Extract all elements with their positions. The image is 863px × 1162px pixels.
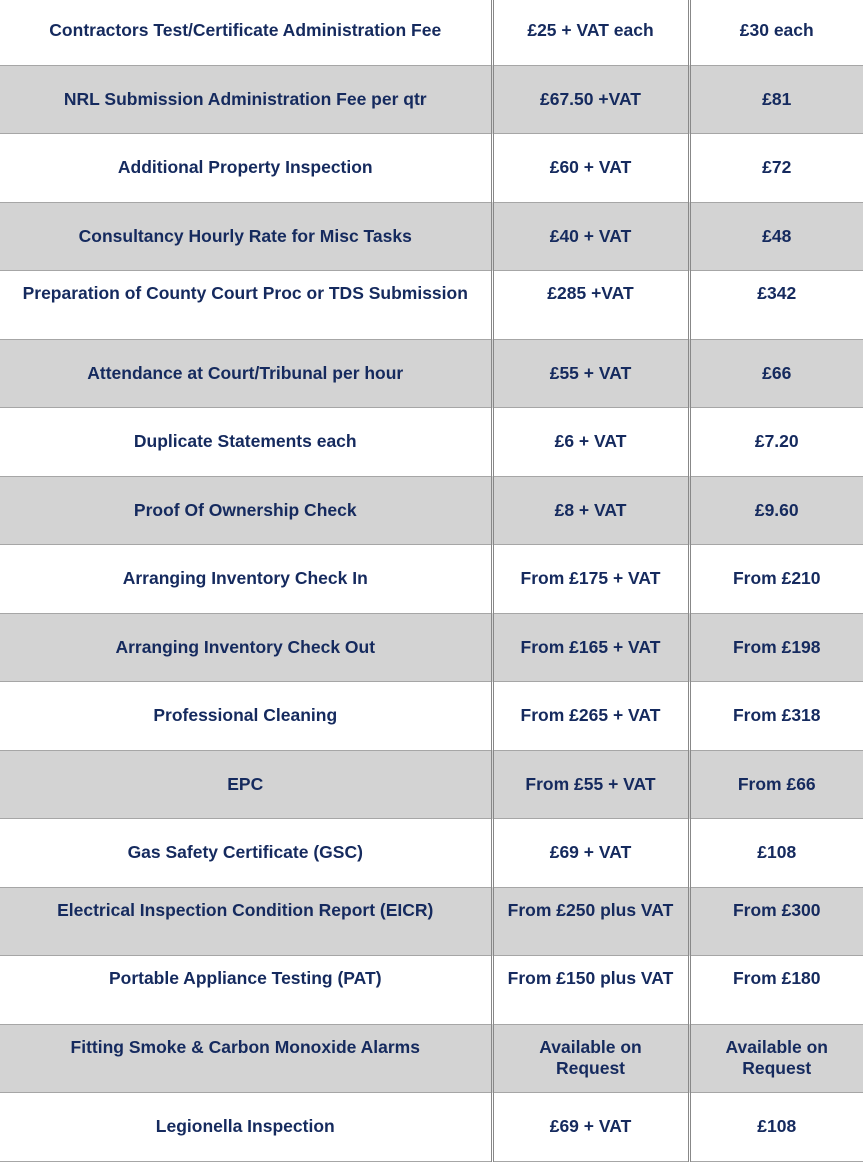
price-inc-vat-cell: £108 <box>689 819 863 888</box>
table-row <box>0 1093 863 1162</box>
price-inc-vat-cell: From £198 <box>689 613 863 682</box>
table-row <box>0 65 863 134</box>
price-inc-vat-cell: From £300 <box>689 887 863 956</box>
price-ex-vat-cell: From £150 plus VAT <box>492 956 689 1025</box>
table-row <box>0 887 863 956</box>
table-row <box>0 956 863 1025</box>
service-cell: Proof Of Ownership Check <box>0 476 492 545</box>
service-cell: NRL Submission Administration Fee per qtr <box>0 65 492 134</box>
price-inc-vat-cell: From £180 <box>689 956 863 1025</box>
price-ex-vat-cell: £60 + VAT <box>492 134 689 203</box>
service-cell: Electrical Inspection Condition Report (EICR) <box>0 887 492 956</box>
price-ex-vat-cell: £69 + VAT <box>492 819 689 888</box>
table-row <box>0 750 863 819</box>
price-inc-vat-cell: From £318 <box>689 682 863 751</box>
table-row <box>0 408 863 477</box>
price-inc-vat-cell: £7.20 <box>689 408 863 477</box>
service-cell: Duplicate Statements each <box>0 408 492 477</box>
table-row <box>0 0 863 65</box>
price-ex-vat-cell: From £250 plus VAT <box>492 887 689 956</box>
price-inc-vat-cell: £48 <box>689 202 863 271</box>
price-ex-vat-cell: Available on Request <box>492 1024 689 1093</box>
price-inc-vat-cell: Available on Request <box>689 1024 863 1093</box>
price-ex-vat-cell: £67.50 +VAT <box>492 65 689 134</box>
service-cell: Preparation of County Court Proc or TDS Submission <box>0 271 492 340</box>
service-cell: Arranging Inventory Check In <box>0 545 492 614</box>
service-cell: EPC <box>0 750 492 819</box>
price-inc-vat-cell: From £66 <box>689 750 863 819</box>
table-row <box>0 1024 863 1093</box>
table-row <box>0 271 863 340</box>
table-row <box>0 476 863 545</box>
price-ex-vat-cell: From £265 + VAT <box>492 682 689 751</box>
table-row <box>0 682 863 751</box>
price-inc-vat-cell: £342 <box>689 271 863 340</box>
service-cell: Arranging Inventory Check Out <box>0 613 492 682</box>
service-cell: Contractors Test/Certificate Administration Fee <box>0 0 492 65</box>
table-row <box>0 545 863 614</box>
price-ex-vat-cell: £69 + VAT <box>492 1093 689 1162</box>
service-cell: Gas Safety Certificate (GSC) <box>0 819 492 888</box>
table-row <box>0 202 863 271</box>
service-cell: Consultancy Hourly Rate for Misc Tasks <box>0 202 492 271</box>
price-ex-vat-cell: From £55 + VAT <box>492 750 689 819</box>
price-inc-vat-cell: £66 <box>689 339 863 408</box>
table-row <box>0 134 863 203</box>
table-row <box>0 613 863 682</box>
service-cell: Attendance at Court/Tribunal per hour <box>0 339 492 408</box>
price-inc-vat-cell: From £210 <box>689 545 863 614</box>
service-cell: Legionella Inspection <box>0 1093 492 1162</box>
table-row <box>0 819 863 888</box>
price-ex-vat-cell: From £175 + VAT <box>492 545 689 614</box>
price-ex-vat-cell: £8 + VAT <box>492 476 689 545</box>
price-inc-vat-cell: £30 each <box>689 0 863 65</box>
price-inc-vat-cell: £108 <box>689 1093 863 1162</box>
price-ex-vat-cell: £285 +VAT <box>492 271 689 340</box>
price-ex-vat-cell: From £165 + VAT <box>492 613 689 682</box>
price-ex-vat-cell: £25 + VAT each <box>492 0 689 65</box>
table-row <box>0 339 863 408</box>
price-inc-vat-cell: £72 <box>689 134 863 203</box>
price-inc-vat-cell: £9.60 <box>689 476 863 545</box>
service-cell: Additional Property Inspection <box>0 134 492 203</box>
price-ex-vat-cell: £55 + VAT <box>492 339 689 408</box>
price-ex-vat-cell: £6 + VAT <box>492 408 689 477</box>
price-ex-vat-cell: £40 + VAT <box>492 202 689 271</box>
service-cell: Professional Cleaning <box>0 682 492 751</box>
price-inc-vat-cell: £81 <box>689 65 863 134</box>
service-cell: Fitting Smoke & Carbon Monoxide Alarms <box>0 1024 492 1093</box>
service-cell: Portable Appliance Testing (PAT) <box>0 956 492 1025</box>
